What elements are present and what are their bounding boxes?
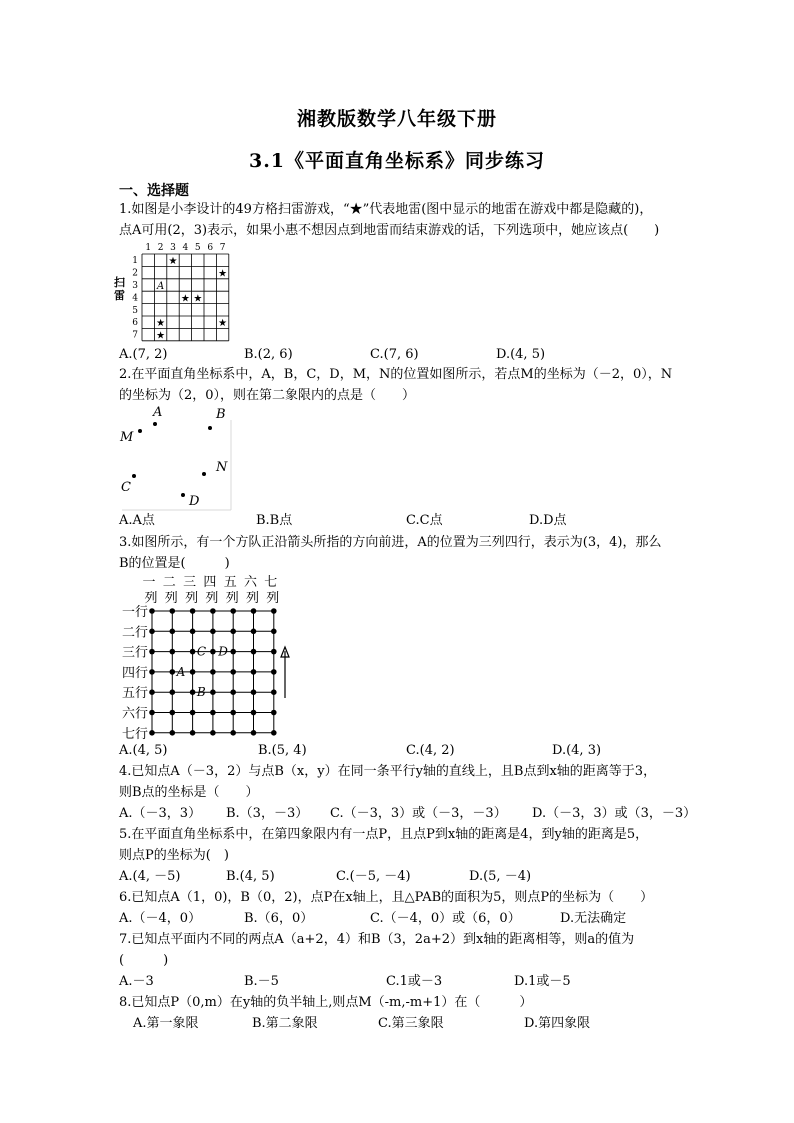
q3-col-label-bottom: 列 — [185, 591, 199, 606]
q3-soldier-dot — [210, 649, 216, 655]
q1-figure-label-char2: 雷 — [114, 289, 125, 302]
q3-soldier-dot — [149, 730, 155, 736]
q3-soldier-dot — [149, 689, 155, 695]
q2-label-n: N — [216, 460, 228, 475]
q3-row-label: 四行 — [121, 665, 148, 681]
q5-text-line2: 则点P的坐标为( ) — [119, 848, 229, 863]
q8-text-line1: 8.已知点P（0,m）在y轴的负半轴上,则点M（-m,-m+1）在（ ） — [119, 995, 533, 1010]
q3-option-b[interactable]: B.(5, 4) — [258, 743, 307, 758]
q3-soldier-dot — [251, 649, 257, 655]
q1-row-label: 4 — [132, 293, 138, 304]
q3-soldier-dot — [251, 608, 257, 614]
q2-label-m: M — [120, 430, 134, 445]
q3-soldier-dot — [190, 710, 196, 716]
q4-option-c[interactable]: C.（－3，3）或（－3，－3） — [330, 806, 507, 821]
q7-option-b[interactable]: B.－5 — [244, 974, 279, 989]
q8-option-a[interactable]: A.第一象限 — [133, 1016, 199, 1031]
q1-option-d[interactable]: D.(4, 5) — [496, 347, 546, 362]
q3-soldier-dot — [271, 730, 277, 736]
q2-point-d — [181, 493, 185, 497]
q1-row-label: 5 — [132, 305, 138, 316]
q1-option-c[interactable]: C.(7, 6) — [370, 347, 419, 362]
q1-row-label: 2 — [132, 268, 138, 279]
q5-option-b[interactable]: B.(4, 5) — [226, 869, 275, 884]
q3-soldier-dot — [170, 710, 176, 716]
q3-soldier-dot — [190, 730, 196, 736]
section-heading: 一、选择题 — [119, 183, 189, 199]
q3-col-label-bottom: 列 — [266, 591, 280, 606]
q3-row-label: 一行 — [121, 605, 148, 620]
q1-mine-star: ★ — [218, 318, 228, 330]
q7-option-d[interactable]: D.1或－5 — [514, 974, 571, 989]
q3-option-c[interactable]: C.(4, 2) — [406, 743, 455, 758]
q7-option-a[interactable]: A.－3 — [119, 974, 154, 989]
q1-mine-star: ★ — [180, 293, 190, 305]
q1-col-label: 2 — [157, 243, 164, 253]
q2-point-b — [208, 426, 212, 430]
q3-soldier-dot — [230, 689, 236, 695]
q3-soldier-dot — [170, 629, 176, 635]
q3-col-label-top: 七 — [264, 575, 278, 590]
q2-option-c[interactable]: C.C点 — [406, 513, 443, 528]
q3-soldier-dot — [251, 730, 257, 736]
document-subtitle: 3.1《平面直角坐标系》同步练习 — [248, 150, 546, 172]
q2-coordinate-figure — [116, 404, 236, 512]
q5-text-line1: 5.在平面直角坐标系中，在第四象限内有一点P，且点P到x轴的距离是4，到y轴的距离是5， — [119, 827, 649, 842]
q2-label-b: B — [216, 407, 226, 422]
q4-text-line2: 则B点的坐标是（ ） — [119, 785, 259, 800]
q1-mine-star: ★ — [218, 268, 228, 280]
q3-soldier-dot — [271, 669, 277, 675]
q7-text-line2: ( ) — [119, 953, 169, 968]
q1-mine-star: ★ — [168, 256, 178, 268]
q3-row-label: 三行 — [121, 645, 148, 661]
q3-label-a: A — [176, 664, 186, 679]
q3-soldier-dot — [271, 649, 277, 655]
q2-label-d: D — [189, 494, 200, 509]
q3-soldier-dot — [210, 629, 216, 635]
q3-col-label-bottom: 列 — [245, 591, 260, 606]
q3-row-label: 五行 — [121, 686, 148, 702]
q1-row-label: 6 — [132, 318, 138, 329]
q2-text-line1: 2.在平面直角坐标系中，A，B，C，D，M，N的位置如图所示，若点M的坐标为（－2，0），N — [119, 367, 673, 382]
q1-col-label: 4 — [182, 243, 189, 253]
q1-col-label: 1 — [145, 243, 152, 253]
q3-soldier-dot — [230, 710, 236, 716]
q3-soldier-dot — [271, 689, 277, 695]
q3-soldier-dot — [149, 629, 155, 635]
q3-label-c: C — [196, 644, 207, 659]
q5-option-c[interactable]: C.(－5, －4) — [336, 869, 411, 884]
q3-soldier-dot — [190, 649, 196, 655]
q1-point-a-label: A — [156, 281, 165, 292]
q3-soldier-dot — [230, 669, 236, 675]
q3-col-label-top: 四 — [203, 575, 217, 590]
q8-option-b[interactable]: B.第二象限 — [252, 1016, 318, 1031]
q2-option-b[interactable]: B.B点 — [256, 513, 293, 528]
q3-soldier-dot — [251, 629, 257, 635]
q1-option-a[interactable]: A.(7, 2) — [119, 347, 168, 362]
q1-mine-star: ★ — [156, 318, 166, 330]
q1-row-label: 3 — [132, 281, 138, 291]
document-title: 湘教版数学八年级下册 — [296, 108, 497, 130]
q1-mine-star: ★ — [193, 293, 203, 305]
q7-option-c[interactable]: C.1或－3 — [386, 974, 443, 989]
q4-option-a[interactable]: A.（－3，3） — [119, 806, 202, 821]
q1-col-label: 3 — [170, 243, 176, 253]
q3-soldier-dot — [170, 730, 176, 736]
q4-text-line1: 4.已知点A（－3，2）与点B（x，y）在同一条平行y轴的直线上，且B点到x轴的距离等于3， — [119, 764, 657, 779]
q3-soldier-dot — [170, 689, 176, 695]
q2-text-line2: 的坐标为（2，0），则在第二象限内的点是（ ） — [119, 388, 416, 403]
q3-soldier-dot — [210, 669, 216, 675]
q1-col-label: 6 — [207, 243, 214, 253]
q3-col-label-top: 六 — [243, 575, 258, 590]
q1-row-label: 1 — [132, 256, 138, 267]
q3-soldier-dot — [170, 669, 176, 675]
q3-soldier-dot — [271, 629, 277, 635]
q1-col-label: 5 — [194, 243, 201, 253]
q3-option-d[interactable]: D.(4, 3) — [552, 743, 602, 758]
q3-text-line2: B的位置是( ) — [119, 556, 230, 571]
q8-option-c[interactable]: C.第三象限 — [378, 1016, 444, 1031]
q5-option-a[interactable]: A.(4, －5) — [119, 869, 181, 884]
q3-soldier-dot — [190, 689, 196, 695]
q3-col-label-top: 二 — [162, 575, 176, 590]
q3-col-label-top: 一 — [142, 575, 156, 590]
q4-option-d[interactable]: D.（－3，3）或（3，－3） — [532, 806, 697, 821]
q1-grid — [132, 243, 229, 342]
q3-option-a[interactable]: A.(4, 5) — [119, 743, 168, 758]
q3-grid — [122, 575, 279, 741]
q3-soldier-dot — [210, 608, 216, 614]
q3-row-label: 六行 — [121, 706, 148, 722]
q3-soldier-dot — [210, 689, 216, 695]
q7-text-line1: 7.已知点平面内不同的两点A（a+2，4）和B（3，2a+2）到x轴的距离相等，则a的值为 — [119, 932, 635, 947]
q3-soldier-dot — [230, 608, 236, 614]
q3-col-label-top: 五 — [223, 575, 237, 590]
q2-option-d[interactable]: D.D点 — [529, 513, 567, 528]
q3-text-line1: 3.如图所示，有一个方队正沿箭头所指的方向前进，A的位置为三列四行，表示为(3，4)，那么 — [119, 535, 662, 550]
q3-col-label-bottom: 列 — [205, 591, 219, 606]
q6-option-a[interactable]: A.（－4，0） — [119, 911, 202, 926]
q3-soldier-dot — [271, 608, 277, 614]
q2-label-a: A — [153, 405, 163, 420]
q3-soldier-dot — [251, 710, 257, 716]
q3-soldier-dot — [210, 730, 216, 736]
q3-soldier-dot — [149, 710, 155, 716]
q3-col-label-bottom: 列 — [144, 591, 158, 606]
q3-soldier-dot — [149, 669, 155, 675]
q8-option-d[interactable]: D.第四象限 — [524, 1016, 591, 1031]
q6-text-line1: 6.已知点A（1，0)，B（0，2)，点P在x轴上，且△PAB的面积为5，则点P的坐标为（ ） — [119, 890, 654, 905]
q1-minesweeper-figure — [112, 240, 242, 344]
q2-point-a — [153, 422, 157, 426]
q3-soldier-dot — [230, 649, 236, 655]
q3-col-label-bottom: 列 — [164, 591, 178, 606]
q3-label-d: D — [218, 644, 228, 659]
q3-soldier-dot — [190, 608, 196, 614]
q3-soldier-dot — [149, 608, 155, 614]
q3-soldier-dot — [170, 649, 176, 655]
q1-text-line2: 点A可用(2，3)表示，如果小惠不想因点到地雷而结束游戏的话，下列选项中，她应该点( ) — [119, 223, 660, 238]
q2-label-c: C — [121, 480, 131, 495]
q2-point-c — [132, 474, 136, 478]
q4-option-b[interactable]: B.（3，－3） — [226, 806, 309, 821]
q3-soldier-dot — [251, 689, 257, 695]
q3-col-label-top: 三 — [183, 575, 197, 590]
q3-row-label: 二行 — [121, 625, 148, 641]
q3-row-label: 七行 — [121, 726, 148, 741]
q1-text-line1: 1.如图是小李设计的49方格扫雷游戏，“★”代表地雷(图中显示的地雷在游戏中都是隐藏的)， — [119, 202, 653, 217]
q3-soldier-dot — [190, 629, 196, 635]
q2-option-a[interactable]: A.A点 — [119, 513, 155, 528]
q3-soldier-dot — [251, 669, 257, 675]
q3-formation-figure — [116, 573, 298, 741]
q2-point-n — [202, 472, 206, 476]
q1-figure-label-char1: 扫 — [114, 276, 125, 289]
q3-label-b: B — [196, 685, 206, 700]
q3-soldier-dot — [149, 649, 155, 655]
q6-option-d[interactable]: D.无法确定 — [560, 911, 627, 926]
q6-option-c[interactable]: C.（－4，0）或（6，0） — [370, 911, 521, 926]
q3-soldier-dot — [170, 608, 176, 614]
q5-option-d[interactable]: D.(5, －4) — [469, 869, 532, 884]
q3-soldier-dot — [190, 669, 196, 675]
q1-option-b[interactable]: B.(2, 6) — [244, 347, 293, 362]
q3-soldier-dot — [271, 710, 277, 716]
q3-soldier-dot — [230, 629, 236, 635]
q6-option-b[interactable]: B.（6，0） — [244, 911, 314, 926]
q1-row-label: 7 — [132, 330, 138, 341]
q3-soldier-dot — [210, 710, 216, 716]
q3-soldier-dot — [230, 730, 236, 736]
q1-mine-star: ★ — [156, 330, 166, 342]
q3-col-label-bottom: 列 — [225, 591, 239, 606]
q2-point-m — [138, 429, 142, 433]
q1-col-label: 7 — [219, 243, 226, 253]
